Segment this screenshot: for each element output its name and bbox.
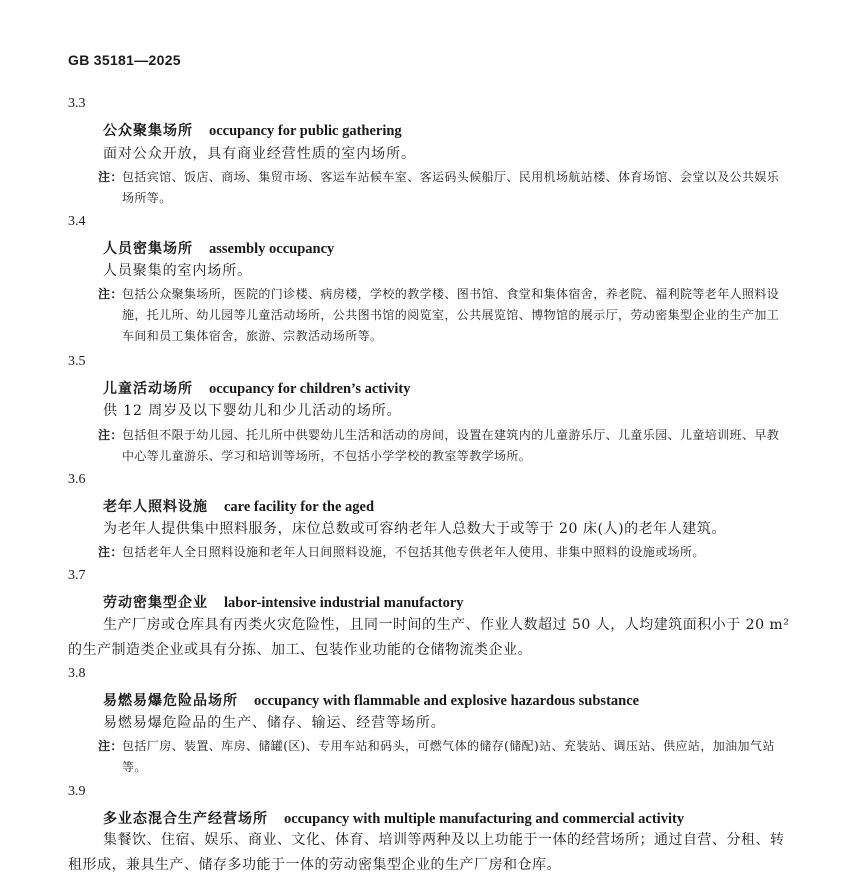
term-definition: 面对公众开放，具有商业经营性质的室内场所。 xyxy=(103,146,416,162)
term-zh: 公众聚集场所 xyxy=(103,123,193,139)
term-heading xyxy=(103,690,639,710)
note-text: 包括老年人全日照料设施和老年人日间照料设施，不包括其他专供老年人使用、非集中照料的设施或场所。 xyxy=(122,545,705,559)
term-note xyxy=(98,167,788,209)
term-en: care facility for the aged xyxy=(224,499,375,515)
clause-number: 3.9 xyxy=(68,784,86,799)
note-text: 包括宾馆、饭店、商场、集贸市场、客运车站候车室、客运码头候船厅、民用机场航站楼、体育场馆、会堂以及公共娱乐场所等。 xyxy=(122,170,780,205)
term-heading xyxy=(103,378,411,398)
term-heading xyxy=(103,592,464,612)
term-zh: 多业态混合生产经营场所 xyxy=(103,811,268,827)
term-zh: 人员密集场所 xyxy=(103,241,193,257)
term-heading xyxy=(103,808,684,828)
term-en: assembly occupancy xyxy=(209,241,335,257)
clause-number: 3.3 xyxy=(68,96,86,111)
term-note xyxy=(98,736,788,778)
term-heading xyxy=(103,496,374,516)
clause-number: 3.7 xyxy=(68,568,86,583)
term-en: labor-intensive industrial manufactory xyxy=(224,595,464,611)
term-heading xyxy=(103,238,334,258)
term-en: occupancy for children’s activity xyxy=(209,381,411,397)
term-definition: 人员聚集的室内场所。 xyxy=(103,263,252,279)
term-en: occupancy with flammable and explosive hazardous substance xyxy=(254,693,640,709)
note-label: 注： xyxy=(98,739,123,753)
note-label: 注： xyxy=(98,287,123,301)
standard-code: GB 35181—2025 xyxy=(68,52,181,68)
clause-number: 3.6 xyxy=(68,472,86,487)
note-text: 包括公众聚集场所，医院的门诊楼、病房楼，学校的教学楼、图书馆、食堂和集体宿舍，养老院、福利院等老年人照料设施，托儿所、幼儿园等儿童活动场所，公共图书馆的阅览室，公共展览馆、博物馆的展示厅，劳动密集型企业的生产加工车间和员工集体宿舍，旅游、宗教活动场所等。 xyxy=(122,287,780,343)
term-note xyxy=(98,284,788,347)
term-heading xyxy=(103,120,402,140)
term-definition: 供 12 周岁及以下婴幼儿和少儿活动的场所。 xyxy=(103,403,402,419)
term-zh: 老年人照料设施 xyxy=(103,499,208,515)
term-definition: 易燃易爆危险品的生产、储存、输运、经营等场所。 xyxy=(103,715,446,731)
note-label: 注： xyxy=(98,545,123,559)
term-definition: 为老年人提供集中照料服务，床位总数或可容纳老年人总数大于或等于 20 床(人)的老年人建筑。 xyxy=(103,521,726,537)
clause-number: 3.8 xyxy=(68,666,86,681)
term-zh: 儿童活动场所 xyxy=(103,381,193,397)
term-note xyxy=(98,425,788,467)
clause-number: 3.4 xyxy=(68,214,86,229)
term-zh: 劳动密集型企业 xyxy=(103,595,208,611)
term-en: occupancy for public gathering xyxy=(209,123,402,139)
term-en: occupancy with multiple manufacturing and commercial activity xyxy=(284,811,685,827)
note-text: 包括但不限于幼儿园、托儿所中供婴幼儿生活和活动的房间，设置在建筑内的儿童游乐厅、儿童乐园、儿童培训班、早教中心等儿童游乐、学习和培训等场所，不包括小学学校的教室等教学场所。 xyxy=(122,428,780,463)
term-zh: 易燃易爆危险品场所 xyxy=(103,693,238,709)
clause-number: 3.5 xyxy=(68,354,86,369)
term-definition: 集餐饮、住宿、娱乐、商业、文化、体育、培训等两种及以上功能于一体的经营场所；通过自营、分租、转租形成，兼具生产、储存多功能于一体的劳动密集型企业的生产厂房和仓库。 xyxy=(68,832,785,873)
note-label: 注： xyxy=(98,428,123,442)
note-label: 注： xyxy=(98,170,123,184)
note-text: 包括厂房、装置、库房、储罐(区)、专用车站和码头，可燃气体的储存(储配)站、充装站、调压站、供应站，加油加气站等。 xyxy=(122,739,775,774)
term-note xyxy=(98,542,788,563)
term-definition: 生产厂房或仓库具有丙类火灾危险性，且同一时间的生产、作业人数超过 50 人，人均建筑面积小于 20 m² 的生产制造类企业或具有分拣、加工、包装作业功能的仓储物流类企业。 xyxy=(68,617,790,658)
